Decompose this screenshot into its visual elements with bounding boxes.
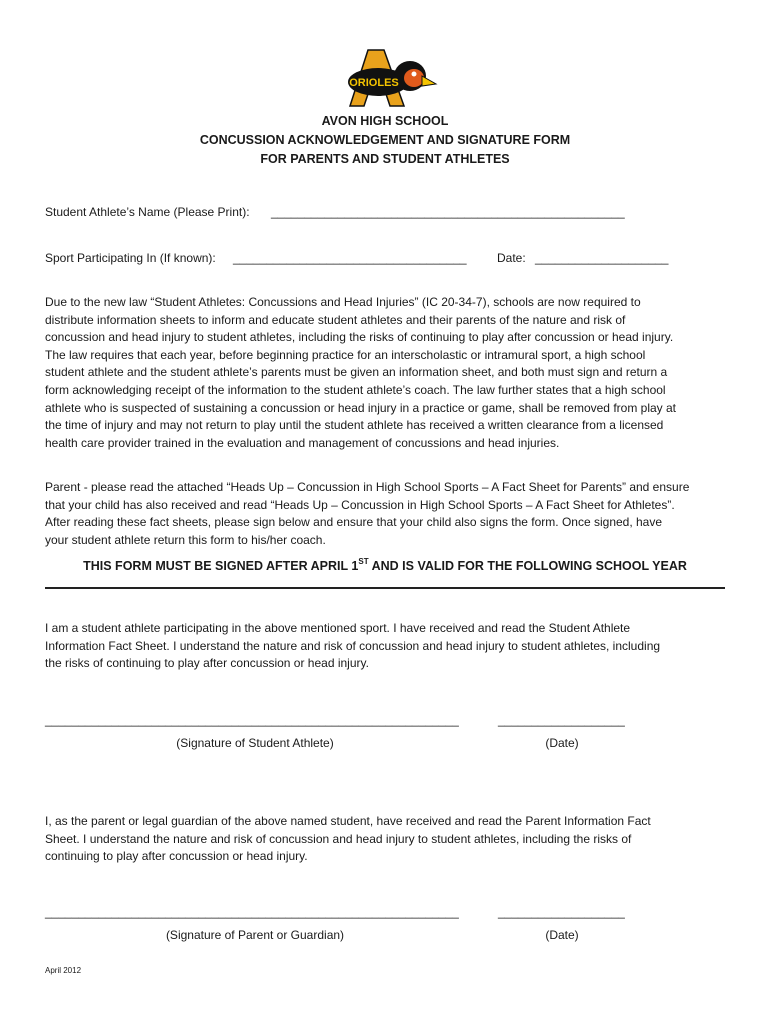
name-label: Student Athlete’s Name (Please Print): [45,205,250,219]
student-signature-field[interactable]: ______________________________________________________________ [45,713,459,727]
student-date-caption: (Date) [545,736,579,750]
form-title: CONCUSSION ACKNOWLEDGEMENT AND SIGNATURE FORM [199,133,571,147]
parent-signature-caption: (Signature of Parent or Guardian) [165,928,345,942]
parent-date-field[interactable]: ___________________ [498,905,625,919]
law-line: Due to the new law “Student Athletes: Concussions and Head Injuries” (IC 20-34-7), schools are now required to [45,295,641,309]
footer-date: April 2012 [45,966,82,975]
parent-signature-field[interactable]: ______________________________________________________________ [45,905,459,919]
notice-text: THIS FORM MUST BE SIGNED AFTER APRIL 1 [83,559,359,573]
parent-statement-line: Sheet. I understand the nature and risk of concussion and head injury to student athletes, including the risks of [45,831,632,846]
law-line: student athlete and the student athlete’s parents must be given an information sheet, and both must sign and return a [45,365,668,380]
law-line: distribute information sheets to inform and educate student athletes and their parents of the nature and risk of [45,312,626,327]
law-line: form acknowledging receipt of the information to the student athlete’s coach. The law further states that a high school [45,382,666,397]
school-logo [338,48,438,110]
date-label: Date: [497,251,526,265]
law-paragraph [45,294,725,452]
student-statement-line: I am a student athlete participating in the above mentioned sport. I have received and read the Student Athlete [45,621,631,635]
parent-instructions-line: After reading these fact sheets, please sign below and ensure that your child also signs the form. Once signed, have [45,515,663,530]
school-name: AVON HIGH SCHOOL [321,114,449,128]
date-field[interactable]: ____________________ [535,251,669,265]
form-audience: FOR PARENTS AND STUDENT ATHLETES [260,152,510,166]
law-line: health care provider trained in the evaluation and management of concussions and head injuries. [45,435,560,450]
logo-wordmark: ORIOLES [349,77,399,89]
law-line: The law requires that each year, before beginning practice for an interscholastic or intramural sport, a high school [45,347,646,362]
name-field[interactable]: _____________________________________________________ [271,205,625,219]
law-line: athlete who is suspected of sustaining a concussion or head injury in a practice or game, shall be removed from play at [45,400,677,415]
student-statement-line: Information Fact Sheet. I understand the nature and risk of concussion and head injury to student athletes, including [45,638,661,653]
student-statement-line: the risks of continuing to play after concussion or head injury. [45,656,369,671]
law-line: concussion and head injury to student athletes, including the risks of continuing to play after concussion or head injury. [45,330,674,345]
section-divider [45,587,725,589]
parent-statement-line: continuing to play after concussion or head injury. [45,849,308,864]
parent-instructions-line: your student athlete return this form to his/her coach. [45,532,326,547]
parent-statement [45,813,725,866]
student-statement [45,620,725,673]
student-date-field[interactable]: ___________________ [498,713,625,727]
parent-instructions [45,479,725,549]
parent-instructions-line: Parent - please read the attached “Heads Up – Concussion in High School Sports – A Fact Sheet for Parents” and ensure [45,480,690,494]
notice-text-end: AND IS VALID FOR THE FOLLOWING SCHOOL YEAR [368,559,687,573]
signing-notice [0,557,770,573]
sport-label: Sport Participating In (If known): [45,251,216,265]
parent-date-caption: (Date) [545,928,579,942]
parent-statement-line: I, as the parent or legal guardian of the above named student, have received and read the Parent Information Fact [45,814,651,828]
student-signature-caption: (Signature of Student Athlete) [176,736,334,750]
law-line: the time of injury and may not return to play until the student athlete has received a written clearance from a licensed [45,418,664,433]
sport-field[interactable]: ___________________________________ [233,251,467,265]
notice-superscript: ST [358,557,369,566]
parent-instructions-line: that your child has also received and read “Heads Up – Concussion in High School Sports – A Fact Sheet for Athletes”. [45,497,675,512]
